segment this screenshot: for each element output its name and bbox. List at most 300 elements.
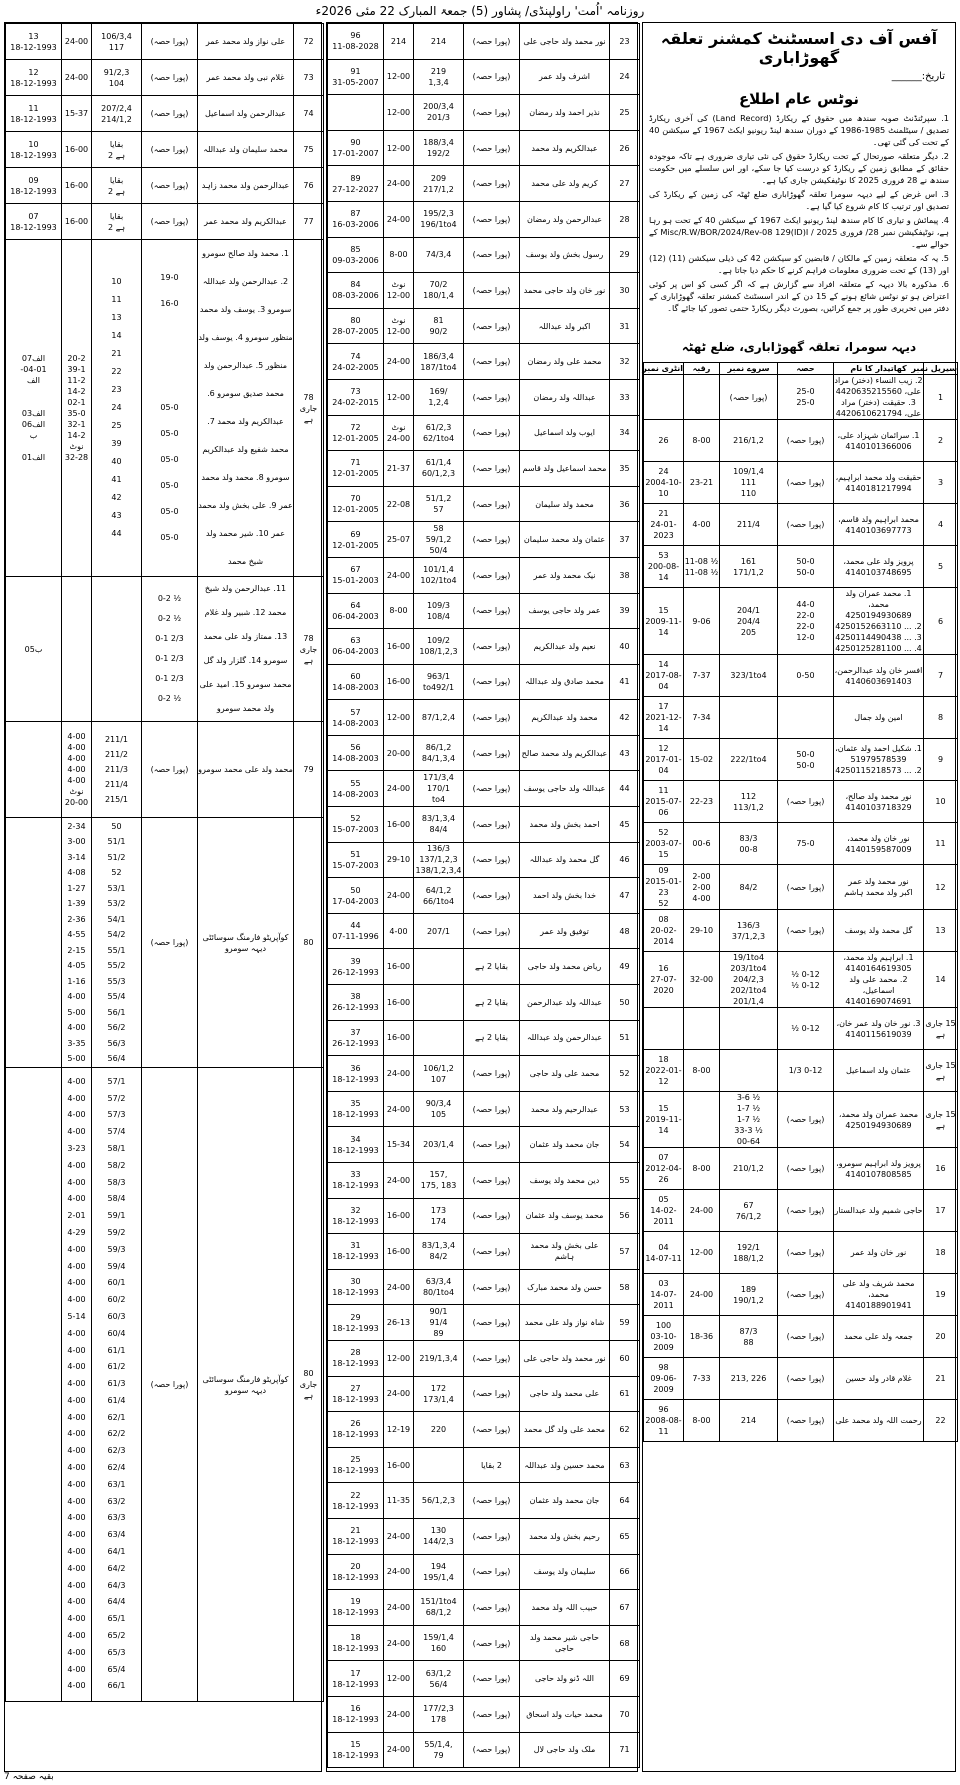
- table-row: [6, 722, 324, 818]
- share-cell: (پورا حصہ): [464, 1483, 520, 1519]
- survey-cell: 211/4: [720, 504, 778, 546]
- serial-cell: 53: [610, 1091, 640, 1127]
- survey-cell: 109/2 108/1,2,3: [414, 629, 464, 665]
- table-row: [644, 781, 958, 823]
- owner-cell: غلام نبی ولد محمد عمر: [198, 60, 294, 96]
- survey-cell: 188/3,4 192/2: [414, 130, 464, 166]
- share-cell: بقایا 2 ہے: [464, 985, 520, 1021]
- table-row: [6, 132, 324, 168]
- survey-cell: 67 76/1,2: [720, 1190, 778, 1232]
- area-cell: 12-00: [384, 130, 414, 166]
- survey-cell: 86/1,2 84/1,3,4: [414, 735, 464, 771]
- share-cell: [778, 697, 834, 739]
- owner-cell: شاہ نواز ولد علی محمد: [520, 1305, 610, 1341]
- table-row: [644, 697, 958, 739]
- share-cell: بقایا 2 ہے: [464, 949, 520, 985]
- serial-cell: 16: [924, 1148, 958, 1190]
- share-cell: (پورا حصہ): [464, 1305, 520, 1341]
- share-cell: (پورا حصہ): [464, 308, 520, 344]
- survey-cell: 64/1,2 66/1to4: [414, 878, 464, 914]
- entry-cell: 16 27-07-2020: [644, 952, 684, 1008]
- owner-cell: محمد علی ولد حاجی: [520, 1056, 610, 1092]
- survey-cell: 210/1,2: [720, 1148, 778, 1190]
- share-cell: (پورا حصہ): [778, 865, 834, 910]
- share-cell: 50-0 50-0: [778, 739, 834, 781]
- area-cell: [684, 1092, 720, 1148]
- table-row: [644, 1274, 958, 1316]
- owner-cell: عثمان ولد اسماعیل: [834, 1050, 924, 1092]
- serial-cell: 24: [610, 59, 640, 95]
- table-row: [6, 818, 324, 1068]
- survey-cell: 136/3 137/1,2,3 138/1,2,3,4: [414, 842, 464, 878]
- owner-cell: جان محمد ولد عثمان: [520, 1127, 610, 1163]
- survey-cell: [92, 577, 142, 722]
- serial-cell: 57: [610, 1234, 640, 1270]
- area-cell: 32-00: [684, 952, 720, 1008]
- serial-cell: 43: [610, 735, 640, 771]
- owner-cell: ریاض محمد ولد حاجی: [520, 949, 610, 985]
- table-row: [328, 1198, 640, 1234]
- serial-cell: 62: [610, 1412, 640, 1448]
- owner-cell: 2. زیب النساء (دختر) مراد علی، 4420635215560 3. حقیقت (دختر) مراد علی، 4420610621794: [834, 376, 923, 418]
- entry-cell: 85 09-03-2006: [328, 237, 384, 273]
- share-cell: (پورا حصہ): [142, 204, 198, 240]
- table-row: [644, 1358, 958, 1400]
- area-cell: 15-02: [684, 739, 720, 781]
- table-row: [644, 1400, 958, 1442]
- entry-cell: [328, 95, 384, 131]
- serial-cell: 20: [924, 1316, 958, 1358]
- serial-cell: 44: [610, 771, 640, 807]
- area-cell: 12-00: [384, 95, 414, 131]
- serial-cell: 66: [610, 1554, 640, 1590]
- serial-cell: 49: [610, 949, 640, 985]
- serial-cell: 33: [610, 379, 640, 415]
- table-row: [328, 593, 640, 629]
- serial-cell: 34: [610, 415, 640, 451]
- area-cell: 29-10: [684, 910, 720, 952]
- owner-cell: حاجی شمیم ولد عبدالستار: [834, 1190, 924, 1232]
- entry-cell: 16 18-12-1993: [328, 1696, 384, 1732]
- survey-cell: 172 173/1,4: [414, 1376, 464, 1412]
- owner-cell: نذیر احمد ولد رمضان: [520, 95, 610, 131]
- page-continuation-note: بقیہ صفحہ 7: [4, 1772, 54, 1782]
- share-cell: 75-0: [778, 823, 834, 865]
- table-row: [328, 949, 640, 985]
- area-cell: 8-00: [384, 237, 414, 273]
- survey-cell: 74/3,4: [414, 237, 464, 273]
- share-cell: 0-12 1/3: [778, 1050, 834, 1092]
- entry-cell: 20 18-12-1993: [328, 1554, 384, 1590]
- owner-cell: حاجی شیر محمد ولد حاجی: [520, 1625, 610, 1661]
- owner-cell: محمد سلیمان ولد عبداللہ: [198, 132, 294, 168]
- serial-cell: 41: [610, 664, 640, 700]
- survey-cell: 10 11 13 14 21 22 23 24 25 39 40 41 42 43 44: [92, 240, 142, 577]
- serial-cell: 71: [610, 1732, 640, 1768]
- entry-cell: 50 17-04-2003: [328, 878, 384, 914]
- entry-cell: 71 12-01-2005: [328, 451, 384, 487]
- entry-cell: 39 26-12-1993: [328, 949, 384, 985]
- serial-cell: 18: [924, 1232, 958, 1274]
- entry-cell: 63 06-04-2003: [328, 629, 384, 665]
- area-cell: 24-00: [384, 1269, 414, 1305]
- share-cell: (پورا حصہ): [464, 1269, 520, 1305]
- table-row: [644, 655, 958, 697]
- survey-cell: 106/3,4 117: [92, 24, 142, 60]
- serial-cell: 65: [610, 1518, 640, 1554]
- entry-cell: 52 2003-07-15: [644, 823, 684, 865]
- area-cell: 18-36: [684, 1316, 720, 1358]
- survey-cell: 963/1 to492/1: [414, 664, 464, 700]
- area-cell: 25-07: [384, 522, 414, 558]
- entry-cell: 07الف -04-01 الف 03الف 06الف ب 01الف: [6, 240, 62, 577]
- owner-cell: کوآپریٹو فارمنگ سوسائٹی دیہہ سومرو: [198, 818, 294, 1068]
- serial-cell: 76: [294, 168, 324, 204]
- owner-cell: علی بخش ولد محمد ہاشم: [520, 1234, 610, 1270]
- owner-cell: نور خان ولد عمر: [834, 1232, 924, 1274]
- survey-cell: 211/1 211/2 211/3 211/4 215/1: [92, 722, 142, 818]
- table-row: [328, 771, 640, 807]
- owner-cell: رسول بخش ولد یوسف: [520, 237, 610, 273]
- survey-cell: 63/3,4 80/1to4: [414, 1269, 464, 1305]
- share-cell: (پورا حصہ): [778, 1190, 834, 1232]
- table-row: [328, 700, 640, 736]
- survey-cell: 19/1to4 203/1to4 204/2,3 202/1to4 201/1,4: [720, 952, 778, 1008]
- table-row: [328, 273, 640, 309]
- share-cell: (پورا حصہ): [778, 1400, 834, 1442]
- survey-cell: 90/3,4 105: [414, 1091, 464, 1127]
- share-cell: (پورا حصہ): [464, 1554, 520, 1590]
- entry-cell: 44 07-11-1996: [328, 913, 384, 949]
- header-serial: سیریل نمبر: [911, 364, 957, 373]
- area-cell: 22-23: [684, 781, 720, 823]
- area-cell: 16-00: [384, 985, 414, 1021]
- table-row: [328, 486, 640, 522]
- owner-cell: عمر ولد حاجی یوسف: [520, 593, 610, 629]
- survey-cell: 213, 226: [720, 1358, 778, 1400]
- entry-cell: 10 18-12-1993: [6, 132, 62, 168]
- notice-column: [642, 22, 956, 1772]
- records-column-left: [4, 22, 322, 1772]
- entry-cell: 25 18-12-1993: [328, 1447, 384, 1483]
- area-cell: 16-00: [384, 1234, 414, 1270]
- entry-cell: 55 14-08-2003: [328, 771, 384, 807]
- owner-cell: اللہ ڈنو ولد حاجی: [520, 1661, 610, 1697]
- serial-cell: 21: [924, 1358, 958, 1400]
- survey-cell: [414, 1447, 464, 1483]
- serial-cell: 26: [610, 130, 640, 166]
- serial-cell: 77: [294, 204, 324, 240]
- survey-cell: 169/ 1,2,4: [414, 379, 464, 415]
- share-cell: (پورا حصہ): [778, 1092, 834, 1148]
- serial-cell: 74: [294, 96, 324, 132]
- entry-cell: 98 09-06-2009: [644, 1358, 684, 1400]
- share-cell: (پورا حصہ): [464, 593, 520, 629]
- area-cell: 24-00: [384, 1518, 414, 1554]
- serial-cell: 39: [610, 593, 640, 629]
- survey-cell: 171/3,4 170/1 to4: [414, 771, 464, 807]
- area-cell: 16-00: [384, 949, 414, 985]
- header-area: رقبہ: [684, 363, 720, 375]
- share-cell: (پورا حصہ): [464, 1412, 520, 1448]
- share-cell: (پورا حصہ): [142, 132, 198, 168]
- owner-cell: نیک محمد ولد عمر: [520, 557, 610, 593]
- survey-cell: [720, 1050, 778, 1092]
- table-row: [328, 1483, 640, 1519]
- entry-cell: 11 18-12-1993: [6, 96, 62, 132]
- table-row: [328, 415, 640, 451]
- area-cell: 24-00: [384, 878, 414, 914]
- entry-cell: 26: [644, 420, 684, 462]
- survey-cell: 63/1,2 56/4: [414, 1661, 464, 1697]
- area-cell: 12-00: [684, 1232, 720, 1274]
- area-cell: 00-6: [684, 823, 720, 865]
- serial-cell: 67: [610, 1590, 640, 1626]
- area-cell: نوٹ 12-00: [384, 308, 414, 344]
- owner-cell: 1. شکیل احمد ولد عثمان، 51979578539 2. ... 4250115218573: [834, 739, 924, 781]
- survey-cell: 207/2,4 214/1,2: [92, 96, 142, 132]
- owner-cell: عبدالکریم ولد محمد عمر: [198, 204, 294, 240]
- share-cell: (پورا حصہ): [464, 1518, 520, 1554]
- owner-cell: عبدالرحمن ولد رمضان: [520, 201, 610, 237]
- share-cell: (پورا حصہ): [778, 1148, 834, 1190]
- survey-cell: (پورا حصہ): [720, 375, 778, 420]
- share-cell: (پورا حصہ): [464, 771, 520, 807]
- area-cell: 24-00: [62, 24, 92, 60]
- survey-cell: 84/2: [720, 865, 778, 910]
- share-cell: (پورا حصہ): [464, 344, 520, 380]
- survey-cell: 83/3 00-8: [720, 823, 778, 865]
- area-cell: 16-00: [384, 664, 414, 700]
- serial-cell: 78 جاری ہے: [294, 240, 324, 577]
- area-cell: نوٹ 12-00: [384, 273, 414, 309]
- serial-cell: 3: [924, 462, 958, 504]
- share-cell: 50-0 50-0: [778, 546, 834, 588]
- entry-cell: 52 15-07-2003: [328, 807, 384, 843]
- area-cell: 2-34 3-00 3-14 4-08 1-27 1-39 2-36 4-55 2-15 4-05 1-16 4-00 5-00 4-00 3-35 5-00: [62, 818, 92, 1068]
- survey-cell: 58 59/1,2 50/4: [414, 522, 464, 558]
- serial-cell: 4: [924, 504, 958, 546]
- serial-cell: 54: [610, 1127, 640, 1163]
- table-row: [328, 913, 640, 949]
- area-cell: 24-00: [384, 201, 414, 237]
- owner-cell: نور خان ولد حاجی محمد: [520, 273, 610, 309]
- table-row: [328, 1127, 640, 1163]
- owner-cell: غلام قادر ولد حسین: [834, 1358, 924, 1400]
- survey-cell: 207/1: [414, 913, 464, 949]
- table-row: [328, 24, 640, 60]
- owner-cell: حقیقت ولد محمد ابراہیم، 4140181217994: [834, 462, 924, 504]
- survey-cell: 90/1 91/4 89: [414, 1305, 464, 1341]
- table-row: [328, 59, 640, 95]
- serial-cell: 46: [610, 842, 640, 878]
- survey-cell: 87/1,2,4: [414, 700, 464, 736]
- owner-cell: محمد حسین ولد عبداللہ: [520, 1447, 610, 1483]
- owner-cell: نور محمد ولد عمر اکبر ولد محمد ہاشم: [834, 865, 924, 910]
- table-row: [644, 588, 958, 655]
- survey-cell: 200/3,4 201/3: [414, 95, 464, 131]
- owner-cell: محمد علی ولد گل محمد: [520, 1412, 610, 1448]
- serial-cell: 40: [610, 629, 640, 665]
- serial-cell: 31: [610, 308, 640, 344]
- survey-cell: 87/3 88: [720, 1316, 778, 1358]
- serial-cell: 52: [610, 1056, 640, 1092]
- entry-cell: [6, 722, 62, 818]
- survey-cell: 151/1to4 68/1,2: [414, 1590, 464, 1626]
- survey-cell: 83/1,3,4 84/2: [414, 1234, 464, 1270]
- area-cell: 16-00: [384, 807, 414, 843]
- survey-cell: 70/2 180/1,4: [414, 273, 464, 309]
- area-cell: 16-00: [384, 1447, 414, 1483]
- owner-cell: محمد شریف ولد علی محمد، 4140188901941: [834, 1274, 924, 1316]
- table-row: [644, 375, 958, 420]
- table-row: [644, 952, 958, 1008]
- share-cell: (پورا حصہ): [464, 557, 520, 593]
- share-cell: (پورا حصہ): [142, 96, 198, 132]
- entry-cell: 09 18-12-1993: [6, 168, 62, 204]
- area-cell: 21-37: [384, 451, 414, 487]
- area-cell: 29-10: [384, 842, 414, 878]
- entry-cell: 04 14-07-11: [644, 1232, 684, 1274]
- share-cell: (پورا حصہ): [778, 420, 834, 462]
- serial-cell: 61: [610, 1376, 640, 1412]
- table-header-row: [644, 363, 958, 375]
- serial-cell: 36: [610, 486, 640, 522]
- area-cell: 24-00: [384, 1732, 414, 1768]
- share-cell: (پورا حصہ): [778, 1358, 834, 1400]
- table-row: [644, 1050, 958, 1092]
- table-row: [328, 1091, 640, 1127]
- entry-cell: 18 2022-01-12: [644, 1050, 684, 1092]
- table-row: [328, 629, 640, 665]
- share-cell: بقایا 2 ہے: [464, 1020, 520, 1056]
- header-share: حصہ: [778, 363, 834, 375]
- owner-cell: نور محمد ولد صالح، 4140103718329: [834, 781, 924, 823]
- owner-cell: عثمان ولد محمد سلیمان: [520, 522, 610, 558]
- entry-cell: 29 18-12-1993: [328, 1305, 384, 1341]
- table-row: [644, 1148, 958, 1190]
- share-cell: (پورا حصہ): [142, 818, 198, 1068]
- area-cell: [684, 1008, 720, 1050]
- entry-cell: 30 18-12-1993: [328, 1269, 384, 1305]
- serial-cell: 42: [610, 700, 640, 736]
- entry-cell: 17 18-12-1993: [328, 1661, 384, 1697]
- table-row: [328, 1590, 640, 1626]
- owner-cell: کریم ولد علی محمد: [520, 166, 610, 202]
- entry-cell: 26 18-12-1993: [328, 1412, 384, 1448]
- share-cell: (پورا حصہ): [464, 1091, 520, 1127]
- table-row: [328, 1696, 640, 1732]
- share-cell: (پورا حصہ): [464, 1376, 520, 1412]
- table-row: [328, 842, 640, 878]
- serial-cell: 68: [610, 1625, 640, 1661]
- share-cell: (پورا حصہ): [464, 130, 520, 166]
- entry-cell: 35 18-12-1993: [328, 1091, 384, 1127]
- share-cell: (پورا حصہ): [464, 201, 520, 237]
- owner-cell: عبدالکریم ولد محمد: [520, 130, 610, 166]
- entry-cell: 73 24-02-2015: [328, 379, 384, 415]
- table-row: [328, 130, 640, 166]
- table-row: [328, 878, 640, 914]
- share-cell: (پورا حصہ): [464, 807, 520, 843]
- entry-cell: [644, 375, 684, 420]
- survey-cell: 159/1,4 160: [414, 1625, 464, 1661]
- share-cell: (پورا حصہ): [464, 1732, 520, 1768]
- entry-cell: 32 18-12-1993: [328, 1198, 384, 1234]
- share-cell: (پورا حصہ): [464, 451, 520, 487]
- owner-cell: عبدالرحمن ولد عبداللہ: [520, 1020, 610, 1056]
- area-cell: 12-00: [384, 379, 414, 415]
- area-cell: 24-00: [384, 1376, 414, 1412]
- table-row: [6, 168, 324, 204]
- share-cell: (پورا حصہ): [464, 1163, 520, 1199]
- serial-cell: 8: [924, 697, 958, 739]
- serial-cell: 72: [294, 24, 324, 60]
- serial-cell: 10: [924, 781, 958, 823]
- area-cell: 12-00: [384, 1661, 414, 1697]
- area-cell: 4-00: [384, 913, 414, 949]
- area-cell: 12-00: [384, 700, 414, 736]
- survey-cell: 91/2,3 104: [92, 60, 142, 96]
- share-cell: (پورا حصہ): [464, 1661, 520, 1697]
- serial-cell: 37: [610, 522, 640, 558]
- survey-cell: 157, 175, 183: [414, 1163, 464, 1199]
- serial-cell: 59: [610, 1305, 640, 1341]
- share-cell: (پورا حصہ): [464, 166, 520, 202]
- owner-cell: علی محمد ولد حاجی: [520, 1376, 610, 1412]
- share-cell: (پورا حصہ): [778, 462, 834, 504]
- entry-cell: 08 20-02-2014: [644, 910, 684, 952]
- serial-cell: 35: [610, 451, 640, 487]
- serial-cell: 9: [924, 739, 958, 781]
- share-cell: (پورا حصہ): [464, 273, 520, 309]
- survey-cell: بقایا 2 ہے: [92, 168, 142, 204]
- entry-cell: 33 18-12-1993: [328, 1163, 384, 1199]
- owner-cell: جان محمد ولد عثمان: [520, 1483, 610, 1519]
- table-row: [6, 577, 324, 722]
- entry-cell: 09 2015-01-23 52: [645, 866, 682, 908]
- share-cell: (پورا حصہ): [142, 60, 198, 96]
- area-cell: 24-00: [62, 60, 92, 96]
- entry-cell: 07 18-12-1993: [6, 204, 62, 240]
- area-cell: 20-00: [384, 735, 414, 771]
- survey-cell: 203/1,4: [414, 1127, 464, 1163]
- serial-cell: 51: [610, 1020, 640, 1056]
- share-cell: 44-0 22-0 22-0 12-0: [778, 588, 834, 655]
- table-row: [644, 504, 958, 546]
- serial-cell: 17: [924, 1190, 958, 1232]
- table-row: [328, 237, 640, 273]
- entry-cell: [6, 1068, 62, 1702]
- area-cell: 23-21: [684, 462, 720, 504]
- serial-cell: 32: [610, 344, 640, 380]
- serial-cell: 27: [610, 166, 640, 202]
- share-cell: (پورا حصہ): [464, 237, 520, 273]
- survey-cell: [414, 1020, 464, 1056]
- entry-cell: 18 18-12-1993: [328, 1625, 384, 1661]
- table-row: [644, 865, 958, 910]
- owner-cell: محمد ابراہیم ولد قاسم، 4140103697773: [834, 504, 924, 546]
- owner-cell: محمد علی ولد رمضان: [520, 344, 610, 380]
- entry-cell: 24 2004-10-10: [644, 462, 684, 504]
- serial-cell: 64: [610, 1483, 640, 1519]
- area-cell: 24-00: [384, 1163, 414, 1199]
- table-row: [328, 735, 640, 771]
- share-cell: (پورا حصہ): [464, 878, 520, 914]
- share-cell: (پورا حصہ): [142, 722, 198, 818]
- entry-cell: 53 200-08-14: [644, 546, 684, 588]
- serial-cell: 60: [610, 1340, 640, 1376]
